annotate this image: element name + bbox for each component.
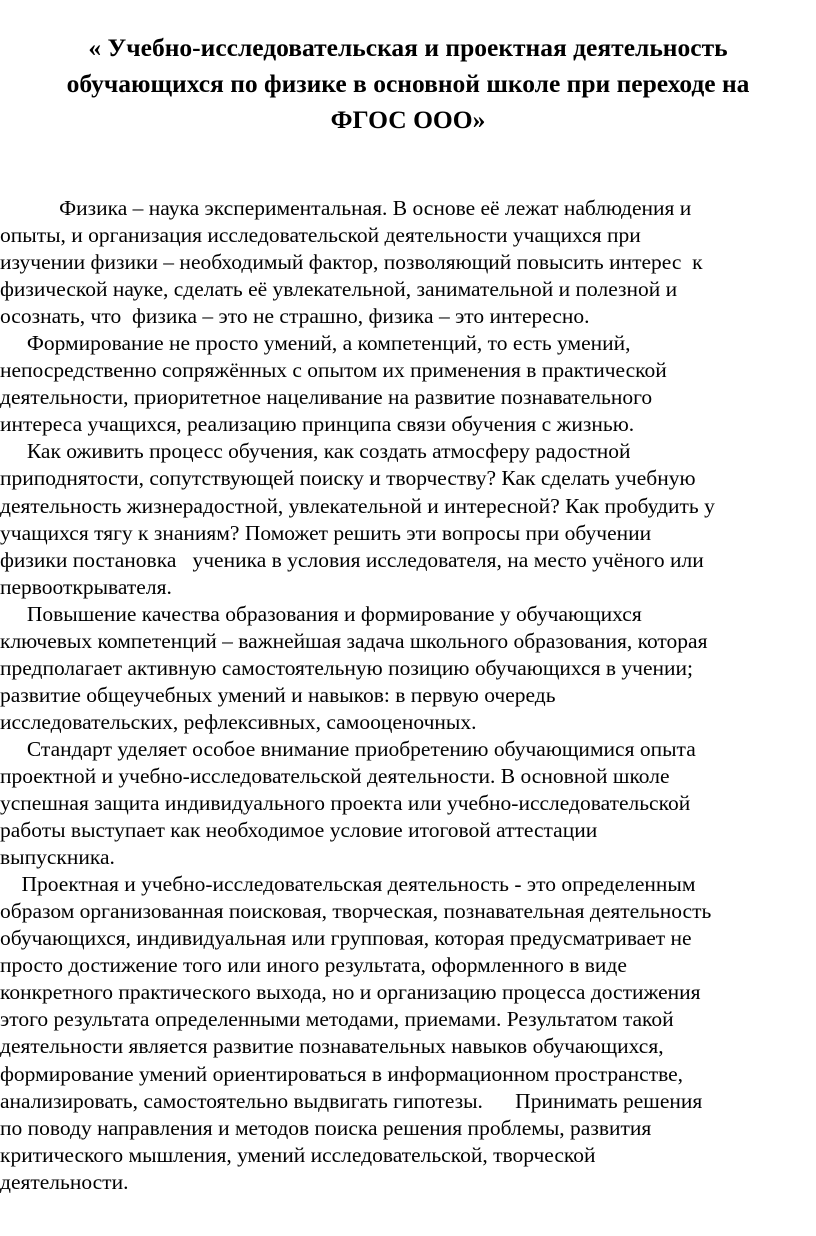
- text-line: формирование умений ориентироваться в информационном пространстве,: [0, 1061, 684, 1086]
- text-line: непосредственно сопряжённых с опытом их применения в практической: [0, 358, 667, 383]
- text-line: деятельности является развитие познавательных навыков обучающихся,: [0, 1034, 664, 1059]
- text-line: первооткрывателя.: [0, 574, 172, 599]
- text-line: ключевых компетенций – важнейшая задача школьного образования, которая: [0, 628, 708, 653]
- text-line: образом организованная поисковая, творческая, познавательная деятельность: [0, 899, 712, 924]
- text-line: Как оживить процесс обучения, как создать атмосферу радостной: [0, 439, 631, 464]
- paragraph: [0, 330, 816, 438]
- paragraph: [0, 438, 816, 600]
- text-line: осознать, что физика – это не страшно, физика – это интересно.: [0, 304, 590, 329]
- text-line: работы выступает как необходимое условие итоговой аттестации: [0, 818, 598, 843]
- text-line: физической науке, сделать её увлекательной, занимательной и полезной и: [0, 277, 678, 302]
- text-line: предполагает активную самостоятельную позицию обучающихся в учении;: [0, 655, 693, 680]
- text-line: физики постановка ученика в условия исследователя, на место учёного или: [0, 547, 704, 572]
- text-line: обучающихся, индивидуальная или групповая, которая предусматривает не: [0, 926, 692, 951]
- paragraph: [0, 195, 816, 330]
- title-line: обучающихся по физике в основной школе при переходе на: [66, 69, 750, 98]
- text-line: Формирование не просто умений, а компетенций, то есть умений,: [0, 331, 631, 356]
- text-line: просто достижение того или иного результата, оформленного в виде: [0, 953, 627, 978]
- text-line: интереса учащихся, реализацию принципа связи обучения с жизнью.: [0, 412, 635, 437]
- title-line: ФГОС ООО»: [330, 105, 486, 134]
- document-body: [0, 195, 816, 1196]
- text-line: изучении физики – необходимый фактор, позволяющий повысить интерес к: [0, 250, 703, 275]
- text-line: деятельность жизнерадостной, увлекательной и интересной? Как пробудить у: [0, 493, 715, 518]
- text-line: выпускника.: [0, 845, 115, 870]
- paragraph: [0, 871, 816, 1196]
- document-title: [0, 30, 816, 138]
- text-line: по поводу направления и методов поиска решения проблемы, развития: [0, 1115, 652, 1140]
- text-line: опыты, и организация исследовательской деятельности учащихся при: [0, 223, 641, 248]
- text-line: критического мышления, умений исследовательской, творческой: [0, 1142, 596, 1167]
- text-line: Повышение качества образования и формирование у обучающихся: [0, 601, 642, 626]
- text-line: деятельности.: [0, 1169, 129, 1194]
- text-line: анализировать, самостоятельно выдвигать гипотезы. Принимать решения: [0, 1088, 703, 1113]
- text-line: Стандарт уделяет особое внимание приобретению обучающимися опыта: [0, 736, 696, 761]
- title-line: « Учебно-исследовательская и проектная деятельность: [88, 33, 728, 62]
- text-line: конкретного практического выхода, но и организацию процесса достижения: [0, 980, 701, 1005]
- paragraph: [0, 601, 816, 736]
- text-line: исследовательских, рефлексивных, самооценочных.: [0, 709, 477, 734]
- text-line: Физика – наука экспериментальная. В основе её лежат наблюдения и: [0, 196, 692, 220]
- text-line: проектной и учебно-исследовательской деятельности. В основной школе: [0, 763, 670, 788]
- text-line: деятельности, приоритетное нацеливание на развитие познавательного: [0, 385, 653, 410]
- text-line: Проектная и учебно-исследовательская деятельность - это определенным: [0, 872, 696, 897]
- paragraph: [0, 736, 816, 871]
- text-line: приподнятости, сопутствующей поиску и творчеству? Как сделать учебную: [0, 466, 696, 491]
- text-line: этого результата определенными методами, приемами. Результатом такой: [0, 1007, 674, 1032]
- text-line: учащихся тягу к знаниям? Поможет решить эти вопросы при обучении: [0, 520, 652, 545]
- text-line: успешная защита индивидуального проекта или учебно-исследовательской: [0, 791, 691, 816]
- text-line: развитие общеучебных умений и навыков: в первую очередь: [0, 682, 556, 707]
